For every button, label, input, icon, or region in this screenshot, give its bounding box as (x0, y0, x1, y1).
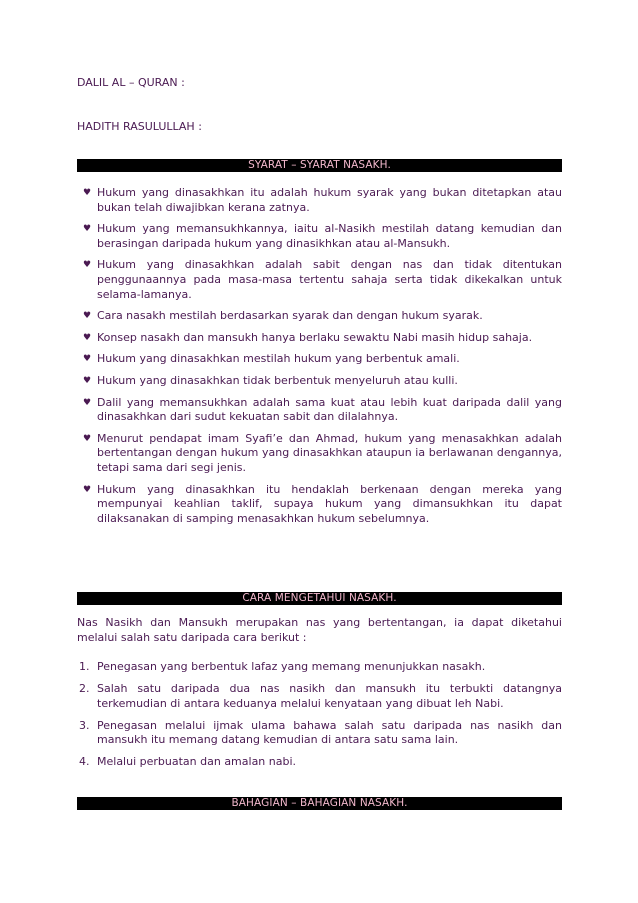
list-item: ♥ Hukum yang dinasakhkan tidak berbentuk menyeluruh atau kulli. (83, 373, 458, 387)
list-item: 3. Penegasan melalui ijmak ulama bahawa salah satu daripada nas nasikh dan mansukh itu memang datang kemudian di antara satu sama lain. (79, 718, 562, 747)
list-item: ♥ Hukum yang memansukhkannya, iaitu al-Nasikh mestilah datang kemudian dan berasingan daripada hukum yang dinasikhkan atau al-Mansukh. (83, 222, 562, 250)
list-item: ♥ Menurut pendapat imam Syafi’e dan Ahmad, hukum yang menasakhkan adalah bertentangan dengan hukum yang dinasakhkan ataupun ia berlawanan dengannya, tetapi sama dari segi jenis. (83, 431, 562, 474)
dalil-heading: DALIL AL – QURAN : (77, 76, 185, 89)
cara-list (77, 660, 562, 778)
list-item: 2. Salah satu daripada dua nas nasikh dan mansukh itu terbukti datangnya terkemudian di antara keduanya melalui kenyataan yang dibuat leh Nabi. (79, 682, 562, 710)
heart-icon: ♥ (83, 354, 92, 365)
list-item: 1. Penegasan yang berbentuk lafaz yang memang menunjukkan nasakh. (79, 660, 486, 673)
list-number: 3. (79, 718, 90, 732)
section-title-cara: CARA MENGETAHUI NASAKH. (77, 592, 562, 605)
hadith-heading: HADITH RASULULLAH : (77, 120, 202, 133)
heart-icon: ♥ (83, 397, 92, 408)
list-number: 2. (79, 682, 90, 696)
section-title-syarat: SYARAT – SYARAT NASAKH. (77, 159, 562, 172)
section-title-bahagian: BAHAGIAN – BAHAGIAN NASAKH. (77, 797, 562, 810)
list-item: ♥ Hukum yang dinasakhkan adalah sabit dengan nas dan tidak ditentukan penggunaannya pada masa-masa tertentu sahaja serta tidak dikekalkan untuk selama-lamanya. (83, 258, 562, 301)
heart-icon: ♥ (83, 260, 92, 271)
cara-intro: Nas Nasikh dan Mansukh merupakan nas yang bertentangan, ia dapat diketahui melalui salah satu daripada cara berikut : (77, 616, 562, 644)
syarat-list (77, 186, 562, 533)
list-item: ♥ Hukum yang dinasakhkan itu hendaklah berkenaan dengan mereka yang mempunyai keahlian taklif, supaya hukum yang dimansukhkan itu dapat dilaksanakan di samping menasakhkan hukum sebelumnya. (83, 482, 562, 525)
heart-icon: ♥ (83, 188, 92, 198)
list-item: 4. Melalui perbuatan dan amalan nabi. (79, 755, 297, 769)
heart-icon: ♥ (83, 332, 92, 343)
list-item: ♥ Dalil yang memansukhkan adalah sama kuat atau lebih kuat daripada dalil yang dinasakhkan dari sudut kekuatan sabit dan dilalahnya. (83, 395, 562, 424)
heart-icon: ♥ (83, 224, 92, 235)
heart-icon: ♥ (83, 375, 92, 386)
list-number: 4. (79, 755, 90, 769)
list-item: ♥ Konsep nasakh dan mansukh hanya berlaku sewaktu Nabi masih hidup sahaja. (83, 330, 533, 344)
list-item: ♥ Hukum yang dinasakhkan mestilah hukum yang berbentuk amali. (83, 352, 460, 366)
list-item: ♥ Hukum yang dinasakhkan itu adalah hukum syarak yang bukan ditetapkan atau bukan telah diwajibkan kerana zatnya. (83, 186, 562, 214)
heart-icon: ♥ (83, 484, 92, 495)
list-number: 1. (79, 660, 90, 673)
list-item: ♥ Cara nasakh mestilah berdasarkan syarak dan dengan hukum syarak. (83, 309, 483, 323)
heart-icon: ♥ (83, 433, 92, 444)
heart-icon: ♥ (83, 311, 92, 322)
